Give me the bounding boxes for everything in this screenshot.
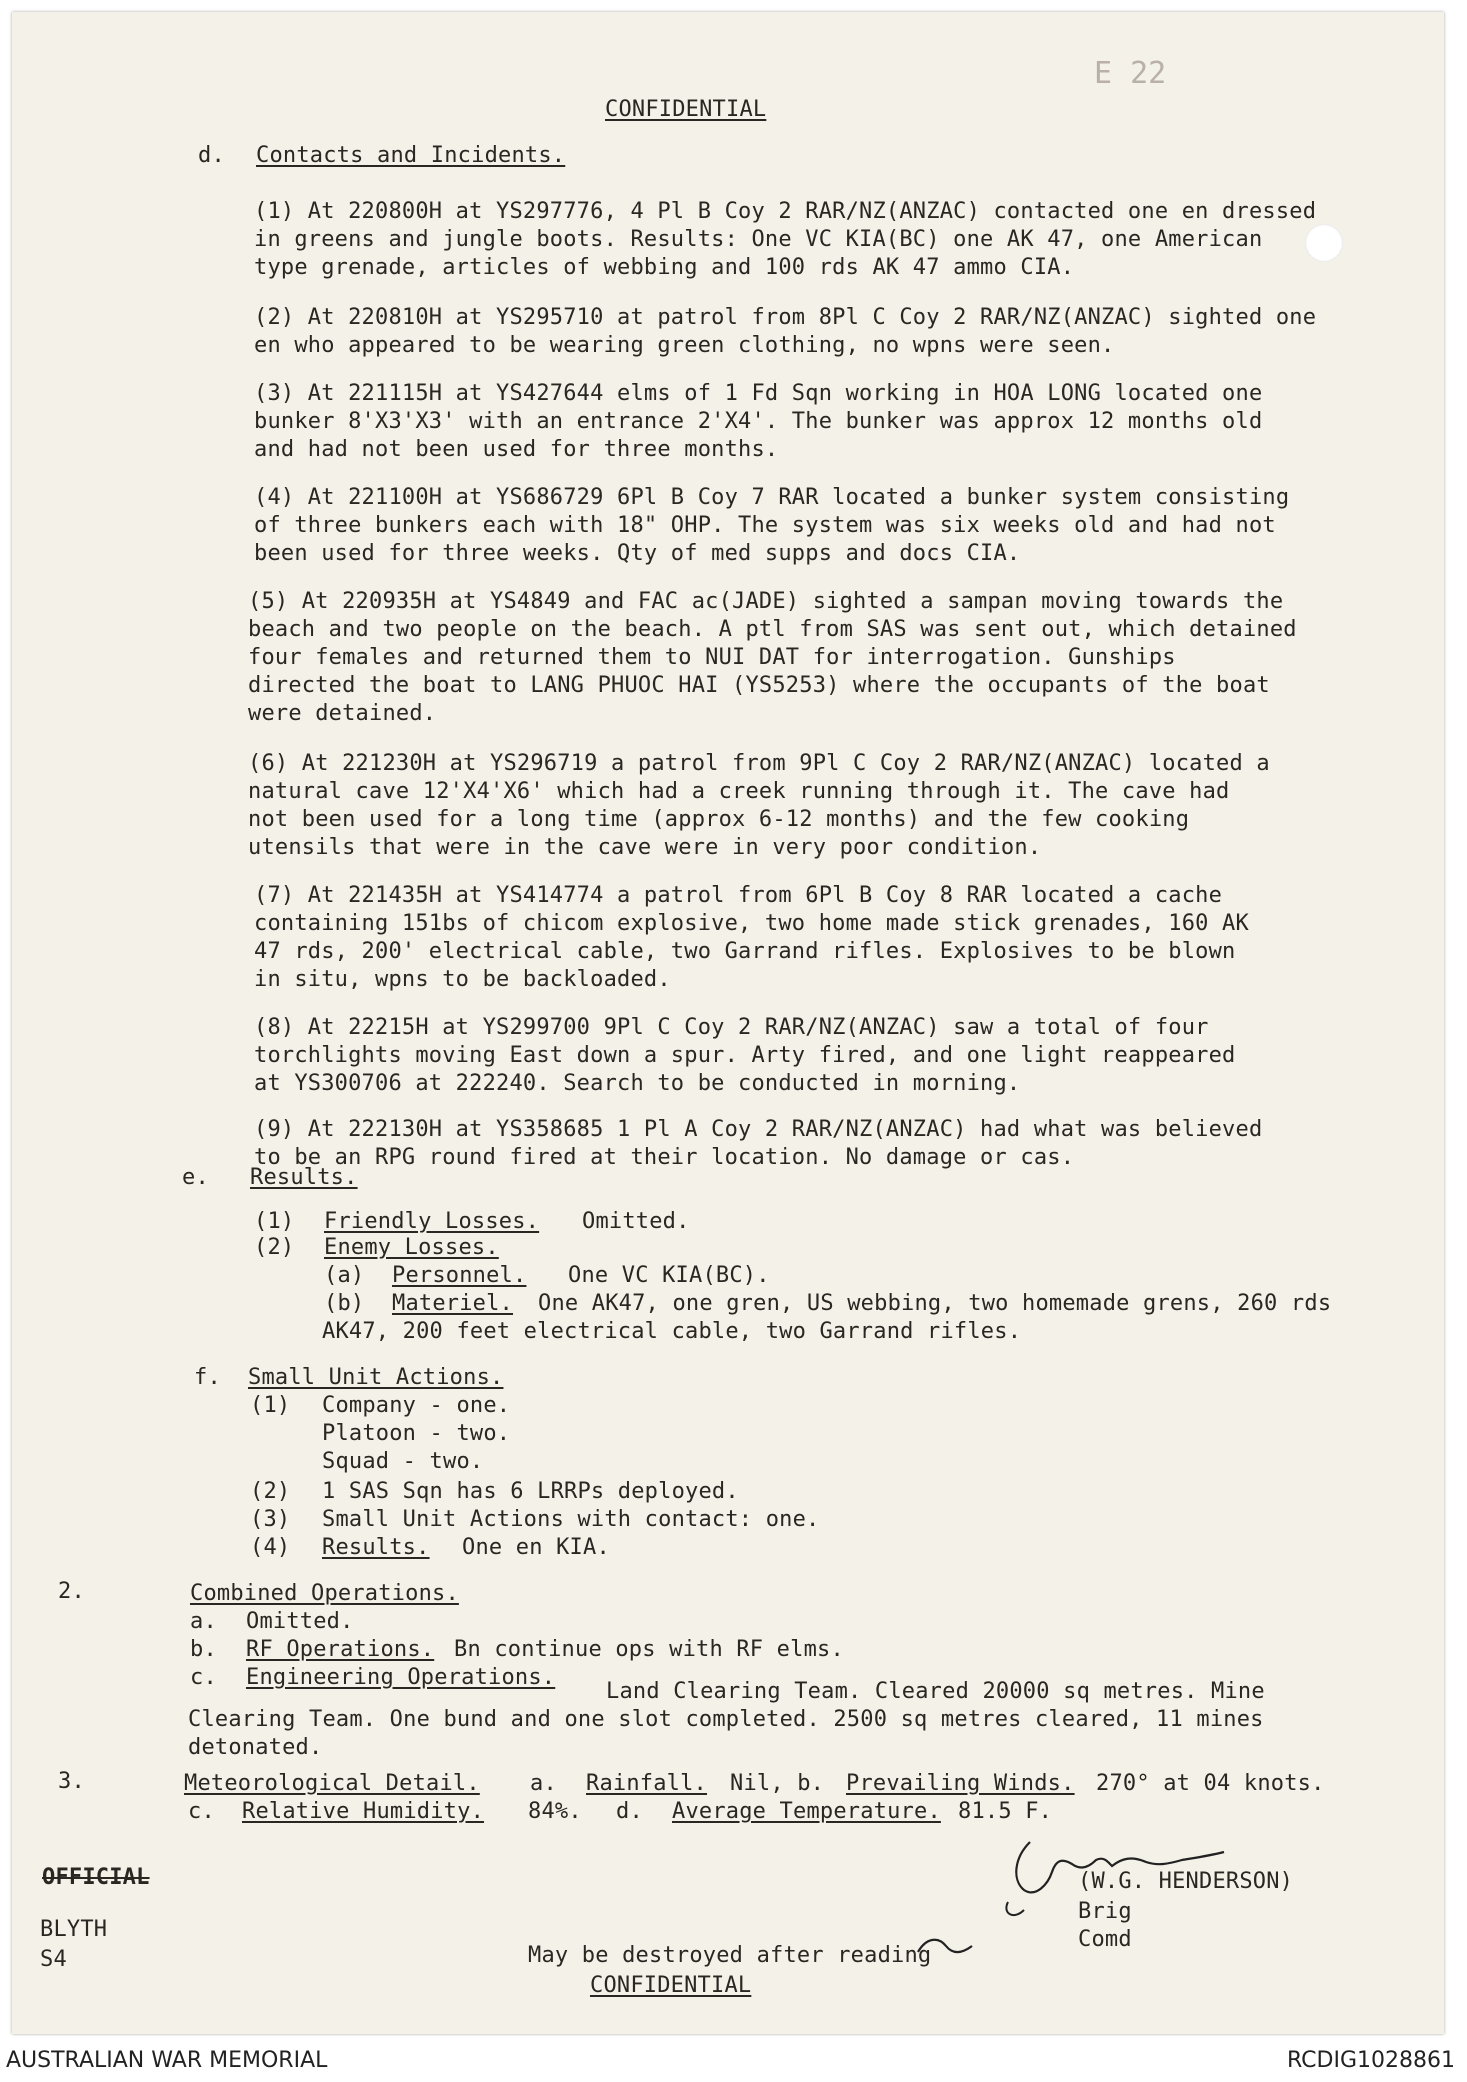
- footer-note: May be destroyed after reading: [528, 1943, 932, 1968]
- list-number: (2): [254, 1235, 295, 1260]
- text-line: (2) At 220810H at YS295710 at patrol from 8Pl C Coy 2 RAR/NZ(ANZAC) sighted one: [254, 305, 1317, 330]
- section-marker-f: f.: [194, 1365, 221, 1390]
- heading-results: Results.: [250, 1165, 358, 1190]
- list-number: (4): [250, 1535, 291, 1560]
- text-line: Omitted.: [246, 1609, 354, 1634]
- text-line: (6) At 221230H at YS296719 a patrol from 9Pl C Coy 2 RAR/NZ(ANZAC) located a: [248, 751, 1270, 776]
- text-line: detonated.: [188, 1735, 323, 1760]
- text-line: 270° at 04 knots.: [1096, 1771, 1325, 1796]
- list-letter: a.: [190, 1609, 217, 1634]
- text-line: 84%.: [528, 1799, 582, 1824]
- text-line: torchlights moving East down a spur. Arty fired, and one light reappeared: [254, 1043, 1236, 1068]
- text-line: 81.5 F.: [958, 1799, 1053, 1824]
- classification-footer: CONFIDENTIAL: [590, 1973, 752, 1998]
- classification-header: CONFIDENTIAL: [605, 97, 767, 122]
- text-line: Clearing Team. One bund and one slot completed. 2500 sq metres cleared, 11 mines: [188, 1707, 1264, 1732]
- subheading-rainfall: Rainfall.: [586, 1771, 708, 1796]
- text-line: Nil, b.: [730, 1771, 825, 1796]
- section-number-3: 3.: [58, 1769, 85, 1794]
- list-letter: c.: [190, 1665, 217, 1690]
- archive-institution: AUSTRALIAN WAR MEMORIAL: [6, 2048, 328, 2073]
- section-marker-e: e.: [182, 1165, 209, 1190]
- signatory-rank: Brig: [1078, 1899, 1132, 1924]
- signatory-name: (W.G. HENDERSON): [1078, 1869, 1294, 1894]
- archive-margin-mark: E 22: [1094, 56, 1167, 91]
- text-line: (7) At 221435H at YS414774 a patrol from 6Pl B Coy 8 RAR located a cache: [254, 883, 1223, 908]
- signature-block: [912, 1802, 1372, 2002]
- text-line: Platoon - two.: [322, 1421, 511, 1446]
- text-line: (8) At 22215H at YS299700 9Pl C Coy 2 RAR/NZ(ANZAC) saw a total of four: [254, 1015, 1209, 1040]
- text-line: were detained.: [248, 701, 437, 726]
- text-line: in greens and jungle boots. Results: One VC KIA(BC) one AK 47, one American: [254, 227, 1263, 252]
- text-line: not been used for a long time (approx 6-12 months) and the few cooking: [248, 807, 1190, 832]
- list-letter: b.: [190, 1637, 217, 1662]
- section-number-2: 2.: [58, 1579, 85, 1604]
- text-line: One VC KIA(BC).: [568, 1263, 770, 1288]
- text-line: to be an RPG round fired at their location. No damage or cas.: [254, 1145, 1075, 1170]
- text-line: beach and two people on the beach. A ptl from SAS was sent out, which detained: [248, 617, 1297, 642]
- text-line: (5) At 220935H at YS4849 and FAC ac(JADE) sighted a sampan moving towards the: [248, 589, 1284, 614]
- text-line: (1) At 220800H at YS297776, 4 Pl B Coy 2 RAR/NZ(ANZAC) contacted one en dressed: [254, 199, 1317, 224]
- text-line: Land Clearing Team. Cleared 20000 sq metres. Mine: [606, 1679, 1265, 1704]
- list-number: (3): [250, 1507, 291, 1532]
- list-letter: (a): [324, 1263, 365, 1288]
- text-line: directed the boat to LANG PHUOC HAI (YS5253) where the occupants of the boat: [248, 673, 1270, 698]
- text-line: Small Unit Actions with contact: one.: [322, 1507, 820, 1532]
- heading-contacts: Contacts and Incidents.: [256, 143, 566, 168]
- text-line: (9) At 222130H at YS358685 1 Pl A Coy 2 RAR/NZ(ANZAC) had what was believed: [254, 1117, 1263, 1142]
- subheading-average-temperature: Average Temperature.: [672, 1799, 941, 1824]
- text-line: One AK47, one gren, US webbing, two homemade grens, 260 rds: [538, 1291, 1332, 1316]
- text-line: One en KIA.: [462, 1535, 610, 1560]
- text-line: (3) At 221115H at YS427644 elms of 1 Fd Sqn working in HOA LONG located one: [254, 381, 1263, 406]
- text-line: of three bunkers each with 18" OHP. The system was six weeks old and had not: [254, 513, 1276, 538]
- text-line: en who appeared to be wearing green clothing, no wpns were seen.: [254, 333, 1115, 358]
- list-number: (2): [250, 1479, 291, 1504]
- list-letter: a.: [530, 1771, 557, 1796]
- distribution-line: S4: [40, 1947, 67, 1972]
- list-letter: d.: [616, 1799, 643, 1824]
- subheading-relative-humidity: Relative Humidity.: [242, 1799, 485, 1824]
- text-line: and had not been used for three months.: [254, 437, 779, 462]
- handwritten-signature: [912, 1802, 1372, 2002]
- signatory-appointment: Comd: [1078, 1927, 1132, 1952]
- text-line: Squad - two.: [322, 1449, 484, 1474]
- heading-meteorological-detail: Meteorological Detail.: [184, 1771, 480, 1796]
- subheading-materiel: Materiel.: [392, 1291, 514, 1316]
- section-marker-d: d.: [198, 143, 225, 168]
- distribution-line: BLYTH: [40, 1917, 108, 1942]
- text-line: Bn continue ops with RF elms.: [454, 1637, 844, 1662]
- subheading-rf-operations: RF Operations.: [246, 1637, 435, 1662]
- text-line: at YS300706 at 222240. Search to be conducted in morning.: [254, 1071, 1021, 1096]
- text-line: 47 rds, 200' electrical cable, two Garrand rifles. Explosives to be blown: [254, 939, 1236, 964]
- text-line: utensils that were in the cave were in very poor condition.: [248, 835, 1042, 860]
- text-line: been used for three weeks. Qty of med supps and docs CIA.: [254, 541, 1021, 566]
- text-line: AK47, 200 feet electrical cable, two Garrand rifles.: [322, 1319, 1022, 1344]
- text-line: 1 SAS Sqn has 6 LRRPs deployed.: [322, 1479, 739, 1504]
- text-line: (4) At 221100H at YS686729 6Pl B Coy 7 RAR located a bunker system consisting: [254, 485, 1290, 510]
- list-letter: (b): [324, 1291, 365, 1316]
- subheading-engineering-operations: Engineering Operations.: [246, 1665, 556, 1690]
- official-marking: OFFICIAL: [42, 1865, 150, 1890]
- list-number: (1): [254, 1209, 295, 1234]
- heading-small-unit-actions: Small Unit Actions.: [248, 1365, 504, 1390]
- subheading-results: Results.: [322, 1535, 430, 1560]
- list-number: (1): [250, 1393, 291, 1418]
- subheading-prevailing-winds: Prevailing Winds.: [846, 1771, 1075, 1796]
- text-line: four females and returned them to NUI DAT for interrogation. Gunships: [248, 645, 1176, 670]
- text-line: type grenade, articles of webbing and 100 rds AK 47 ammo CIA.: [254, 255, 1075, 280]
- subheading-enemy-losses: Enemy Losses.: [324, 1235, 499, 1260]
- text-line: Omitted.: [582, 1209, 690, 1234]
- subheading-personnel: Personnel.: [392, 1263, 527, 1288]
- text-line: containing 151bs of chicom explosive, two home made stick grenades, 160 AK: [254, 911, 1249, 936]
- subheading-friendly-losses: Friendly Losses.: [324, 1209, 540, 1234]
- text-line: in situ, wpns to be backloaded.: [254, 967, 671, 992]
- text-line: bunker 8'X3'X3' with an entrance 2'X4'. The bunker was approx 12 months old: [254, 409, 1263, 434]
- list-letter: c.: [188, 1799, 215, 1824]
- punch-hole: [1305, 224, 1343, 262]
- archive-reference: RCDIG1028861: [1286, 2048, 1455, 2073]
- text-line: Company - one.: [322, 1393, 511, 1418]
- text-line: natural cave 12'X4'X6' which had a creek running through it. The cave had: [248, 779, 1230, 804]
- document-page: [12, 12, 1444, 2034]
- heading-combined-operations: Combined Operations.: [190, 1581, 459, 1606]
